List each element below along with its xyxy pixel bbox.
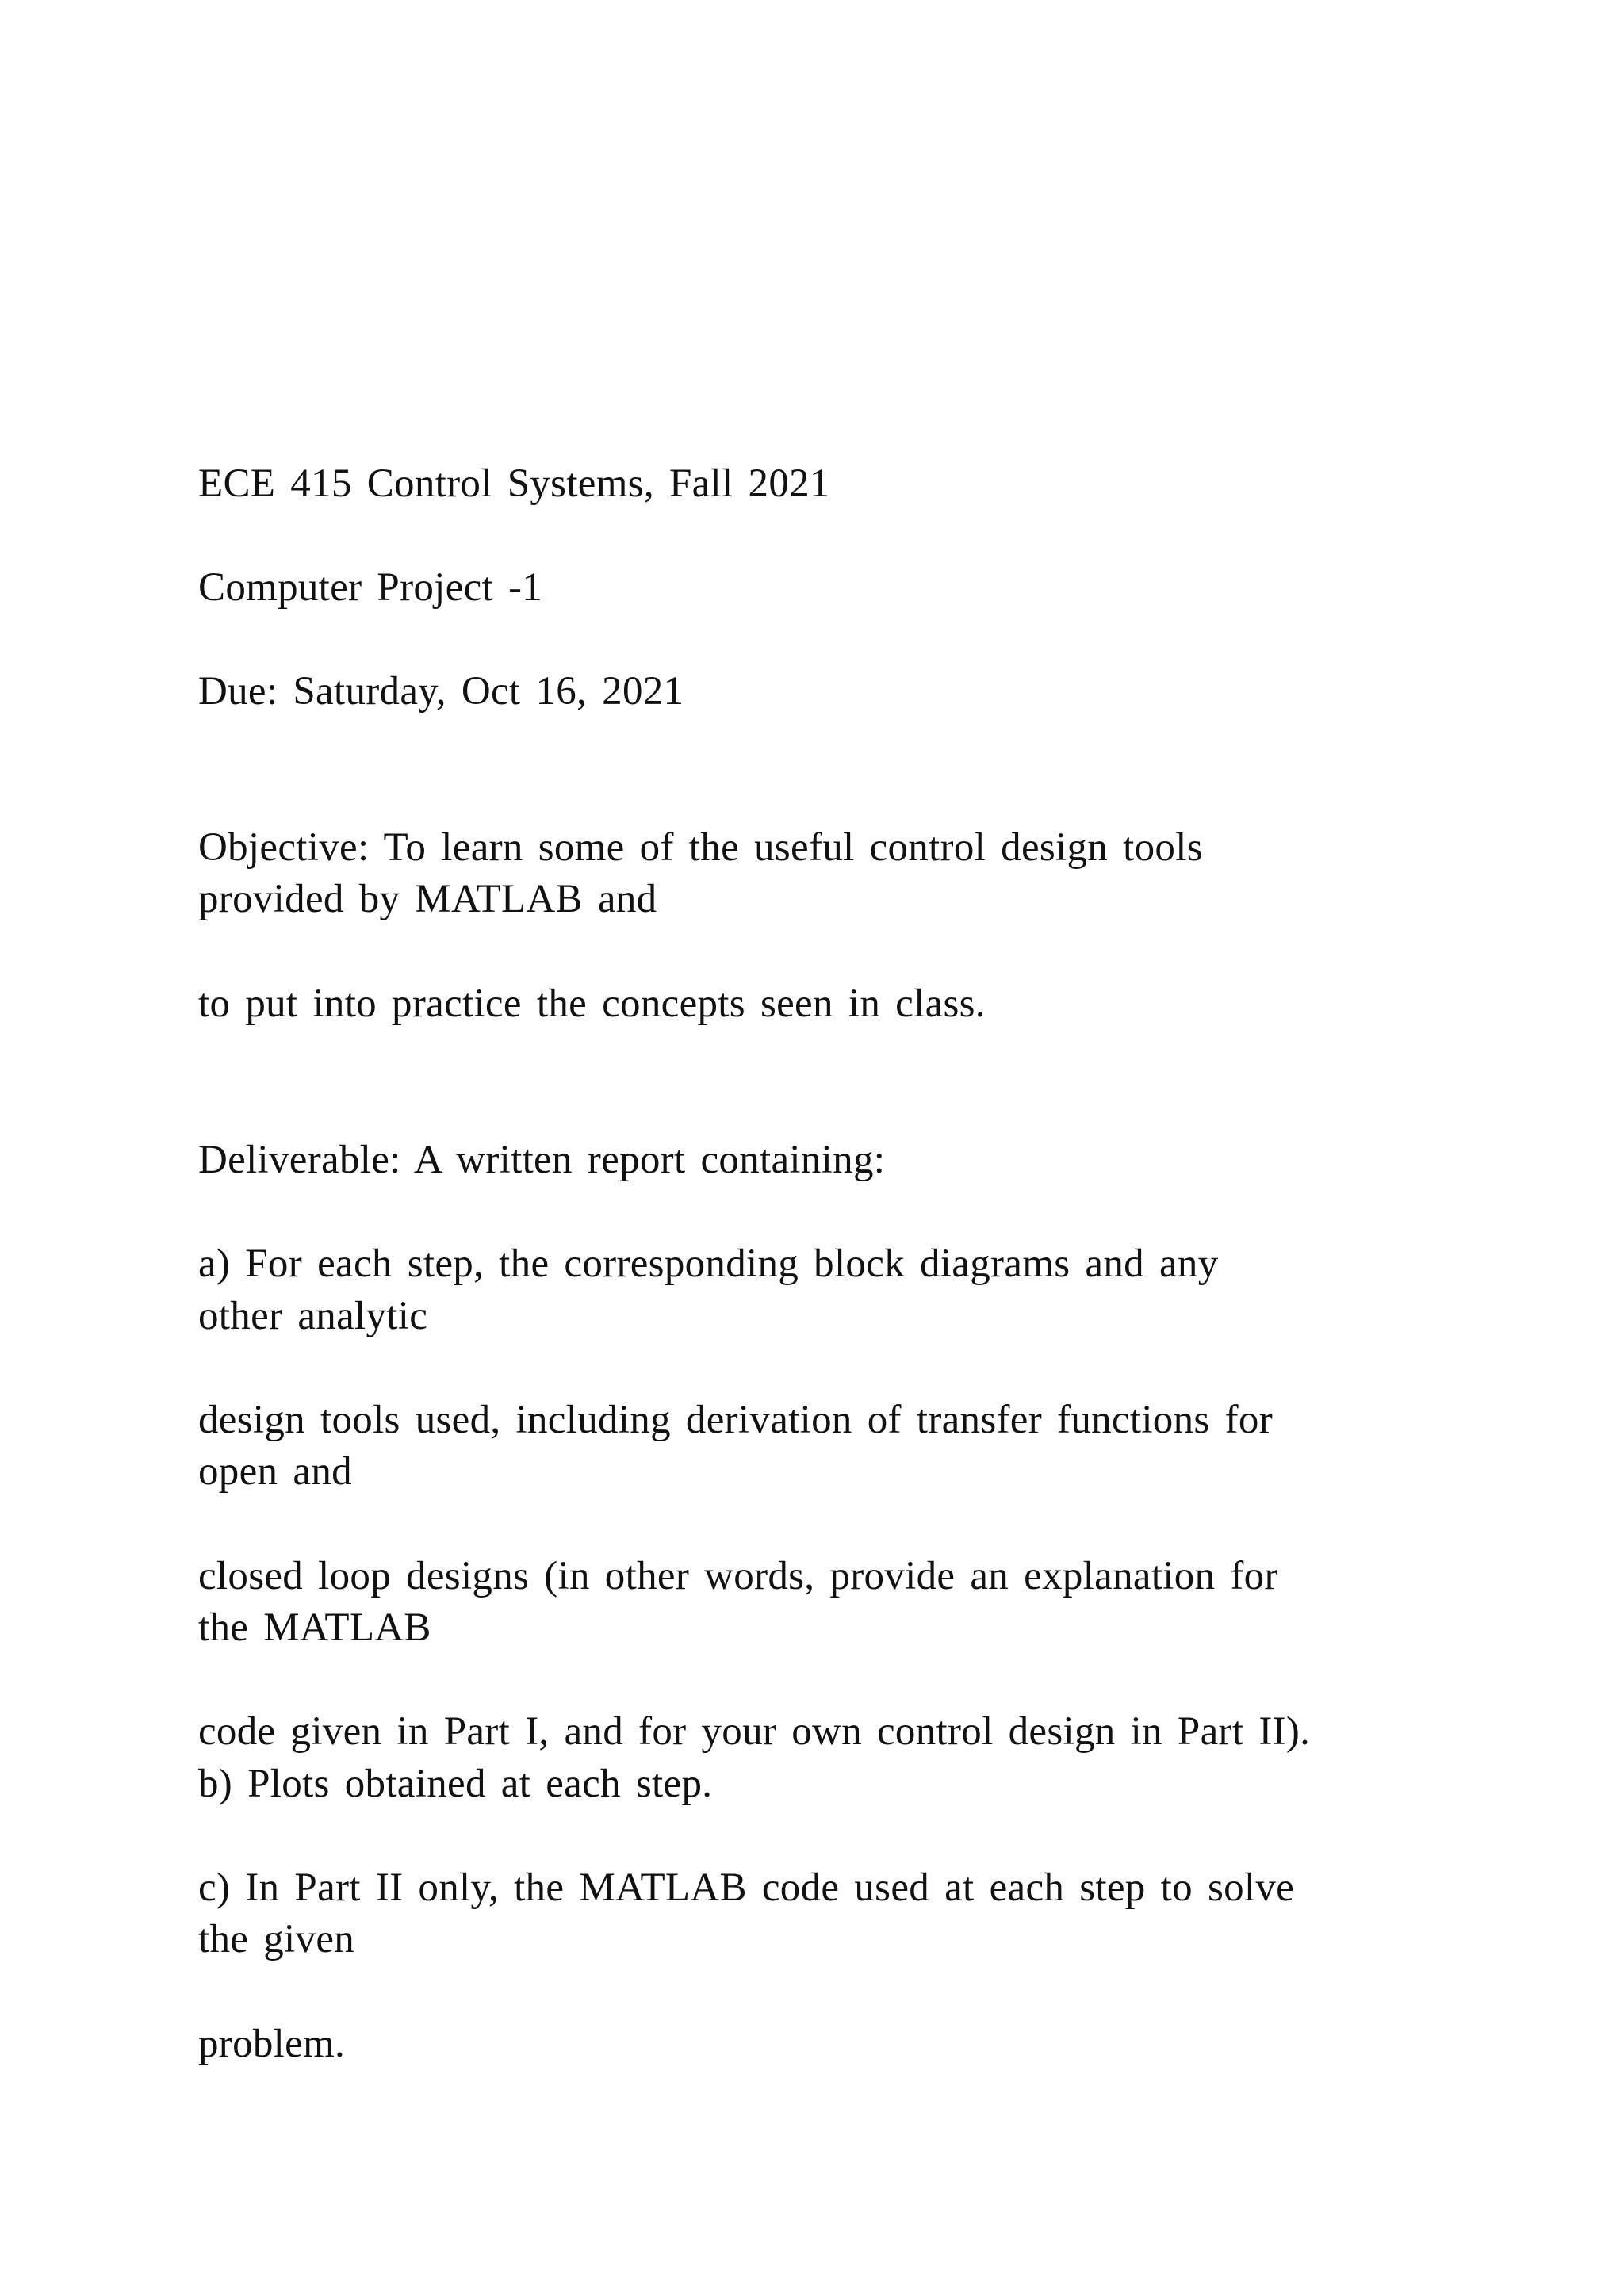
deliverable-a-line-3: design tools used, including derivation of transfer functions for xyxy=(198,1398,1273,1442)
deliverable-heading: Deliverable: A written report containing: xyxy=(198,1138,886,1182)
deliverable-c-line-2: the given xyxy=(198,1917,355,1961)
due-date: Due: Saturday, Oct 16, 2021 xyxy=(198,669,684,714)
deliverable-c-line-3: problem. xyxy=(198,2022,346,2066)
deliverable-a-line-2: other analytic xyxy=(198,1294,428,1338)
deliverable-c-line-1: c) In Part II only, the MATLAB code used at each step to solve xyxy=(198,1866,1295,1910)
objective-line-3: to put into practice the concepts seen in class. xyxy=(198,982,986,1026)
deliverable-b: b) Plots obtained at each step. xyxy=(198,1762,713,1806)
deliverable-a-line-1: a) For each step, the corresponding block diagrams and any xyxy=(198,1242,1219,1286)
objective-line-1: Objective: To learn some of the useful control design tools xyxy=(198,825,1203,870)
deliverable-a-line-4: open and xyxy=(198,1449,352,1494)
project-title: Computer Project -1 xyxy=(198,565,543,610)
deliverable-a-line-5: closed loop designs (in other words, provide an explanation for xyxy=(198,1554,1278,1598)
deliverable-a-line-6: the MATLAB xyxy=(198,1605,431,1650)
objective-line-2: provided by MATLAB and xyxy=(198,877,657,921)
course-title: ECE 415 Control Systems, Fall 2021 xyxy=(198,461,830,506)
deliverable-a-line-7: code given in Part I, and for your own control design in Part II). xyxy=(198,1709,1311,1754)
